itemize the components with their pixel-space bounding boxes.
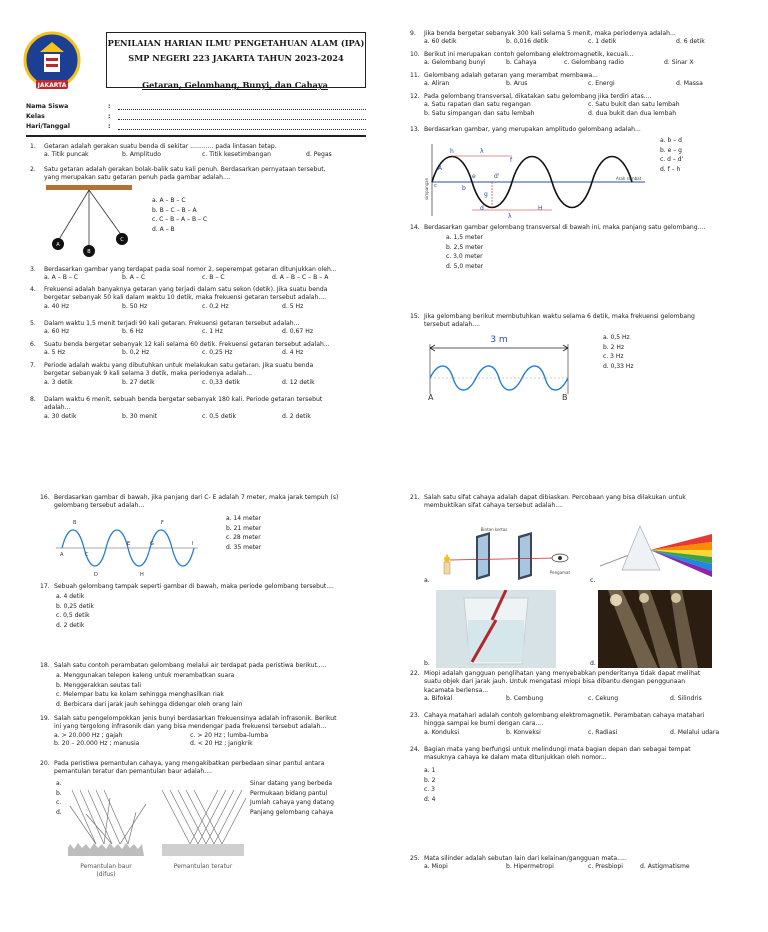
- q24-option-d[interactable]: d. 4: [424, 795, 436, 803]
- reflection-figure: [66, 786, 246, 886]
- q15-wave-figure: [424, 332, 574, 402]
- q4-option-c[interactable]: c. 0,2 Hz: [202, 302, 229, 310]
- q3-option-a[interactable]: a. A – B – C: [44, 274, 79, 282]
- q9-option-d[interactable]: d. 6 detik: [676, 38, 705, 46]
- svg-text:e: e: [472, 173, 476, 180]
- ball-b-label: B: [87, 249, 91, 255]
- q2-option-c[interactable]: c. C – B – A – B – C: [152, 216, 208, 224]
- ball-c-label: C: [120, 237, 124, 243]
- image-glass-plates: [434, 524, 574, 584]
- q3-option-c[interactable]: c. B – C: [202, 274, 225, 282]
- q13-wave-figure: [420, 140, 650, 220]
- q25-option-d[interactable]: d. Astigmatisme: [640, 863, 690, 871]
- q12-option-b[interactable]: b. Satu simpangan dan satu lembah: [424, 109, 535, 117]
- svg-text:f: f: [510, 157, 513, 164]
- q6-option-c[interactable]: c. 0,25 Hz: [202, 349, 233, 357]
- q16-option-b[interactable]: b. 21 meter: [226, 524, 262, 532]
- q21-option-d[interactable]: d.: [590, 660, 596, 667]
- q5-option-b[interactable]: b. 6 Hz: [122, 328, 144, 336]
- q11-option-d[interactable]: d. Massa: [676, 80, 703, 88]
- q15-option-c[interactable]: c. 3 Hz: [603, 353, 624, 361]
- q1-option-d[interactable]: d. Pegas: [306, 151, 332, 159]
- name-field[interactable]: [118, 103, 366, 110]
- q10-option-a[interactable]: a. Gelombang bunyi: [424, 59, 486, 67]
- q15-end-a: A: [428, 393, 434, 402]
- question-25: 25. Mata silinder adalah sebutan lain dari kelainan/gangguan mata..... a. Miopi b. Hipermetropi c. Presbiopi d. Astigmatisme: [410, 855, 690, 871]
- question-1: 1. Getaran adalah gerakan suatu benda di sekitar ............ pada lintasan tetap. a. Titik puncak b. Amplitudo c. Titik kesetimbangan d. Pegas: [30, 143, 332, 159]
- title-line-1: PENILAIAN HARIAN ILMU PENGETAHUAN ALAM (IPA): [107, 38, 365, 48]
- q1-option-b[interactable]: b. Amplitudo: [122, 151, 161, 159]
- q14-option-a[interactable]: a. 1,5 meter: [446, 234, 483, 241]
- q20-option-c-text[interactable]: Jumlah cahaya yang datang: [250, 799, 334, 807]
- q3-option-d[interactable]: d. A – B – C – B – A: [272, 274, 329, 282]
- q24-option-c[interactable]: c. 3: [424, 786, 435, 794]
- q19-option-c[interactable]: c. > 20 Hz ; lumba-lumba: [190, 731, 269, 739]
- q2-option-d[interactable]: d. A – B: [152, 225, 175, 233]
- question-19: 19. Salah satu pengelompokkan jenis bunyi berdasarkan frekuensinya adalah infrasonik. Berikut ini yang tergolong infrasonik dan yang bisa mendengar pada frekuensi tersebut adalah... a. > 20.000 Hz ; gajah c. > 20 Hz ; lumba-lumba b. 20 – 20.000 Hz ; manusia d. < 20 Hz ; jangkrik: [40, 715, 337, 748]
- svg-text:D: D: [94, 572, 98, 578]
- svg-text:B: B: [73, 520, 77, 526]
- q10-option-d[interactable]: d. Sinar X: [664, 59, 694, 67]
- q16-option-d[interactable]: d. 35 meter: [226, 543, 262, 551]
- q15-option-a[interactable]: a. 0,5 Hz: [603, 334, 630, 341]
- q16-option-c[interactable]: c. 28 meter: [226, 534, 261, 542]
- school-logo: [22, 30, 82, 96]
- logo-text: JAKARTA: [37, 82, 67, 89]
- svg-text:A: A: [60, 552, 64, 558]
- q20-letters: [56, 779, 62, 817]
- q8-option-c[interactable]: c. 0,5 detik: [202, 412, 237, 420]
- q2-option-a[interactable]: a. A – B – C: [152, 197, 186, 204]
- fig-caption: Bintan kertas: [480, 527, 508, 532]
- question-3: 3. Berdasarkan gambar yang terdapat pada soal nomor 2, seperempat getaran ditunjukkan oleh... a. A – B – C b. A – C c. B – C d. A – B – C – B – A: [30, 266, 337, 282]
- q12-option-c[interactable]: c. Satu bukit dan satu lembah: [588, 101, 680, 109]
- svg-text:λ: λ: [508, 213, 512, 220]
- q14-option-b[interactable]: b. 2,5 meter: [446, 243, 484, 251]
- q1-option-c[interactable]: c. Titik kesetimbangan: [202, 151, 271, 159]
- q24-option-a[interactable]: a. 1: [424, 767, 436, 774]
- q11-option-c[interactable]: c. Energi: [588, 80, 615, 88]
- q18-options: [56, 671, 242, 709]
- q23-option-b[interactable]: b. Konveksi: [506, 728, 541, 736]
- q20-option-d-text[interactable]: Panjang gelombang cahaya: [250, 808, 334, 816]
- q15-option-b[interactable]: b. 2 Hz: [603, 343, 625, 351]
- q7-option-c[interactable]: c. 0,33 detik: [202, 378, 240, 386]
- q15-end-b: B: [562, 393, 568, 402]
- image-glass-of-water: [436, 590, 556, 668]
- q20-option-d[interactable]: d.: [56, 808, 62, 816]
- title-line-2: SMP NEGERI 223 JAKARTA TAHUN 2023-2024: [128, 53, 344, 63]
- question-13: 13. Berdasarkan gambar, yang merupakan amplitudo gelombang adalah...: [410, 126, 641, 133]
- q17-option-d[interactable]: d. 2 detik: [56, 621, 85, 629]
- svg-text:F: F: [161, 520, 164, 526]
- q6-option-a[interactable]: a. 5 Hz: [44, 349, 66, 357]
- q21-option-a[interactable]: a.: [424, 577, 430, 584]
- q19-option-b[interactable]: b. 20 – 20.000 Hz ; manusia: [54, 740, 140, 748]
- q16-options: [226, 514, 261, 552]
- question-24: 24. Bagian mata yang berfungsi untuk melindungi mata bagian depan dan sebagai tempat masuknya cahaya ke dalam mata ditunjukkan oleh nomor...: [410, 746, 691, 762]
- q5-option-a[interactable]: a. 60 Hz: [44, 328, 70, 336]
- q4-option-a[interactable]: a. 40 Hz: [44, 302, 70, 310]
- q11-option-b[interactable]: b. Arus: [506, 80, 528, 88]
- q2-options: [152, 196, 207, 234]
- question-20: 20. Pada peristiwa pemantulan cahaya, yang mengakibatkan perbedaan sinar pantul antara pemantulan teratur dan pemantulan baur adalah....: [40, 760, 325, 776]
- q15-distance-label: 3 m: [490, 335, 508, 345]
- svg-text:C: C: [85, 552, 89, 558]
- q14-options: [446, 233, 483, 271]
- q9-option-b[interactable]: b. 0,016 detik: [506, 38, 549, 46]
- q16-wave-figure: [54, 518, 200, 580]
- q8-option-d[interactable]: d. 2 detik: [282, 412, 311, 420]
- svg-text:I: I: [192, 541, 194, 547]
- q13-options: [660, 136, 683, 174]
- q13-option-a[interactable]: a. b – d: [660, 137, 682, 144]
- q11-option-a[interactable]: a. Aliran: [424, 80, 450, 88]
- q13-arrow-label: Arah rambat: [616, 176, 642, 181]
- q5-option-d[interactable]: d. 0,67 Hz: [282, 328, 314, 336]
- question-9: 9. Jika benda bergetar sebanyak 300 kali selama 5 menit, maka periodenya adalah... a. 60 detik b. 0,016 detik c. 1 detik d. 6 detik: [410, 30, 705, 46]
- q23-option-a[interactable]: a. Konduksi: [424, 728, 460, 736]
- svg-text:E: E: [127, 541, 131, 547]
- q18-option-a[interactable]: a. Menggunakan telepon kaleng untuk merambatkan suara: [56, 672, 235, 679]
- q5-option-c[interactable]: c. 1 Hz: [202, 328, 223, 336]
- q22-option-d[interactable]: d. Silindris: [670, 695, 702, 703]
- q17-option-b[interactable]: b. 0,25 detik: [56, 602, 94, 610]
- field-name-label: Nama Siswa: [26, 103, 69, 110]
- svg-text:c: c: [434, 183, 437, 189]
- q23-option-d[interactable]: d. Melalui udara: [670, 728, 720, 736]
- question-23: 23. Cahaya matahari adalah contoh gelombang elektromagnetik. Perambatan cahaya matahari hingga sampai ke bumi dengan cara.... a. Konduksi b. Konveksi c. Radiasi d. Melalui udara: [410, 712, 720, 736]
- q20-option-a[interactable]: a.: [56, 780, 62, 787]
- q19-option-d[interactable]: d. < 20 Hz ; jangkrik: [190, 740, 253, 748]
- q25-option-c[interactable]: c. Presbiopi: [588, 863, 623, 871]
- q6-option-b[interactable]: b. 0,2 Hz: [122, 349, 150, 357]
- question-17: 17. Sebuah gelombang tampak seperti gambar di bawah, maka periode gelombang tersebut....: [40, 583, 334, 590]
- q8-option-a[interactable]: a. 30 detik: [44, 412, 77, 420]
- q18-option-b[interactable]: b. Menggerakkan seutas tali: [56, 681, 142, 689]
- caption-diffuse-2: (difus): [96, 871, 116, 878]
- q10-option-c[interactable]: c. Gelombang radio: [564, 59, 624, 67]
- q2-option-b[interactable]: b. B – C – B – A: [152, 206, 197, 214]
- page-subtitle: Getaran, Gelombang, Bunyi, dan Cahaya: [142, 80, 328, 90]
- date-field[interactable]: [118, 123, 366, 130]
- image-light-rays: [598, 590, 712, 668]
- caption-regular: Pemantulan teratur: [173, 863, 233, 870]
- q6-option-d[interactable]: d. 4 Hz: [282, 349, 304, 357]
- q22-option-c[interactable]: c. Cekung: [588, 695, 619, 703]
- svg-text:h: h: [450, 148, 454, 155]
- q22-option-a[interactable]: a. Bifokal: [424, 695, 453, 703]
- q20-options: [250, 779, 334, 817]
- q16-option-a[interactable]: a. 14 meter: [226, 515, 262, 522]
- q13-axis-label: simpangan: [424, 177, 429, 200]
- question-22: 22. Miopi adalah gangguan penglihatan yang menyebabkan penderitanya tidak dapat melihat suatu objek dari jarak jauh. Untuk mengatasi miopi bisa dibantu dengan penggunaan kacamata berlensa... a. Bifokal b. Cembung c. Cekung d. Silindris: [410, 670, 702, 703]
- q20-option-b-text[interactable]: Permukaan bidang pantul: [250, 789, 328, 797]
- q24-option-b[interactable]: b. 2: [424, 776, 436, 784]
- q8-option-b[interactable]: b. 30 menit: [122, 412, 158, 420]
- q17-option-c[interactable]: c. 0,5 detik: [56, 612, 90, 620]
- q7-option-a[interactable]: a. 3 detik: [44, 378, 73, 386]
- header-divider: [26, 135, 366, 137]
- eye-caption: Pengamat: [549, 570, 571, 575]
- q4-option-d[interactable]: d. 5 Hz: [282, 302, 304, 310]
- question-4: 4. Frekuensi adalah banyaknya getaran yang terjadi dalam satu sekon (detik). Jika suatu benda bergetar sebanyak 50 kali dalam waktu 10 detik, maka frekuensi getaran tersebut adalah.... a. 40 Hz b. 50 Hz c. 0,2 Hz d. 5 Hz: [30, 286, 328, 310]
- q13-option-c[interactable]: c. d – d': [660, 156, 684, 164]
- q25-option-b[interactable]: b. Hipermetropi: [506, 863, 554, 871]
- field-class-label: Kelas: [26, 113, 45, 120]
- question-11: 11. Gelombang adalah getaran yang merambat membawa... a. Aliran b. Arus c. Energi d. Massa: [410, 72, 703, 88]
- svg-text:A: A: [438, 165, 443, 172]
- q9-option-c[interactable]: c. 1 detik: [588, 38, 617, 46]
- svg-text:d': d': [494, 173, 500, 180]
- ball-a-label: A: [56, 242, 60, 248]
- svg-text:H: H: [538, 205, 543, 212]
- caption-diffuse: Pemantulan baur: [80, 863, 132, 870]
- q7-option-d[interactable]: d. 12 detik: [282, 378, 315, 386]
- q21-option-b[interactable]: b.: [424, 660, 430, 667]
- pendulum-figure: [44, 185, 144, 257]
- question-10: 10. Berikut ini merupakan contoh gelombang elektromagnetik, kecuali... a. Gelombang bunyi b. Cahaya c. Gelombang radio d. Sinar X: [410, 51, 694, 67]
- question-16: 16. Berdasarkan gambar di bawah, jika panjang dari C- E adalah 7 meter, maka jarak tempuh (s) gelombang tersebut adalah...: [40, 494, 339, 510]
- q13-option-d[interactable]: d. f – h: [660, 165, 681, 173]
- svg-text:g: g: [484, 191, 488, 198]
- question-5: 5. Dalam waktu 1,5 menit terjadi 90 kali getaran. Frekuensi getaran tersebut adalah... a. 60 Hz b. 6 Hz c. 1 Hz d. 0,67 Hz: [30, 320, 314, 336]
- class-field[interactable]: [118, 113, 366, 120]
- q14-option-d[interactable]: d. 5,0 meter: [446, 262, 484, 270]
- q1-option-a[interactable]: a. Titik puncak: [44, 151, 89, 159]
- question-18: 18. Salah satu contoh perambatan gelombang melalui air terdapat pada peristiwa berikut.....: [40, 662, 327, 669]
- question-12: 12. Pada gelombang transversal, dikatakan satu gelombang jika terdiri atas.... a. Satu rapatan dan satu regangan c. Satu bukit dan satu lembah b. Satu simpangan dan satu lembah d. dua bukit dan dua lembah: [410, 93, 680, 117]
- question-8: 8. Dalam waktu 6 menit, sebuah benda bergetar sebanyak 180 kali. Periode getaran tersebut adalah... a. 30 detik b. 30 menit c. 0,5 detik d. 2 detik: [30, 396, 323, 420]
- q9-option-a[interactable]: a. 60 detik: [424, 38, 457, 46]
- q18-option-d[interactable]: d. Berbicara dari jarak jauh sehingga didengar oleh orang lain: [56, 700, 243, 708]
- q15-option-d[interactable]: d. 0,33 Hz: [603, 362, 634, 370]
- q23-option-c[interactable]: c. Radiasi: [588, 728, 618, 736]
- q10-option-b[interactable]: b. Cahaya: [506, 59, 537, 67]
- question-14: 14. Berdasarkan gambar gelombang transversal di bawah ini, maka panjang satu gelombang....: [410, 224, 706, 231]
- question-21: 21. Salah satu sifat cahaya adalah dapat dibiaskan. Percobaan yang bisa dilakukan untuk membuktikan sifat cahaya tersebut adalah....: [410, 494, 686, 510]
- q17-options: [56, 592, 94, 630]
- question-7: 7. Periode adalah waktu yang dibutuhkan untuk melakukan satu getaran. Jika suatu benda bergetar sebanyak 9 kali selama 3 detik, maka periodenya adalah... a. 3 detik b. 27 detik c. 0,33 detik d. 12 detik: [30, 362, 315, 386]
- svg-text:H: H: [140, 572, 144, 578]
- svg-text:b: b: [462, 185, 466, 192]
- q24-options: [424, 766, 435, 804]
- q20-option-b[interactable]: b.: [56, 789, 62, 797]
- q7-option-b[interactable]: b. 27 detik: [122, 378, 155, 386]
- student-fields: Nama Siswa : Kelas : Hari/Tanggal :: [26, 100, 366, 130]
- q25-option-a[interactable]: a. Miopi: [424, 863, 448, 871]
- q15-options: [603, 333, 634, 371]
- image-prism-spectrum: [600, 520, 712, 578]
- q20-option-a-text[interactable]: Sinar datang yang berbeda: [250, 780, 333, 787]
- q14-option-c[interactable]: c. 3,0 meter: [446, 253, 483, 261]
- field-date-label: Hari/Tanggal: [26, 123, 70, 130]
- q18-option-c[interactable]: c. Melempar batu ke kolam sehingga menghasilkan riak: [56, 691, 224, 699]
- svg-text:λ: λ: [480, 148, 484, 155]
- q3-option-b[interactable]: b. A – C: [122, 274, 146, 282]
- question-15: 15. Jika gelombang berikut membutuhkan waktu selama 6 detik, maka frekuensi gelombang tersebut adalah....: [410, 313, 695, 329]
- q20-option-c[interactable]: c.: [56, 799, 62, 807]
- q12-option-a[interactable]: a. Satu rapatan dan satu regangan: [424, 101, 531, 109]
- question-6: 6. Suatu benda bergetar sebanyak 12 kali selama 60 detik. Frekuensi getaran tersebut adalah... a. 5 Hz b. 0,2 Hz c. 0,25 Hz d. 4 Hz: [30, 341, 330, 357]
- q4-option-b[interactable]: b. 50 Hz: [122, 302, 148, 310]
- q22-option-b[interactable]: b. Cembung: [506, 695, 544, 703]
- q17-option-a[interactable]: a. 4 detik: [56, 593, 85, 600]
- svg-text:G: G: [150, 541, 154, 547]
- q19-option-a[interactable]: a. > 20.000 Hz ; gajah: [54, 731, 123, 739]
- svg-text:d: d: [480, 205, 484, 212]
- q21-option-c[interactable]: c.: [590, 577, 596, 584]
- question-2: 2. Satu getaran adalah gerakan bolak-balik satu kali penuh. Berdasarkan pernyataan tersebut, yang merupakan satu getaran penuh pada gambar adalah....: [30, 166, 326, 182]
- q12-option-d[interactable]: d. dua bukit dan dua lembah: [588, 109, 677, 117]
- q13-option-b[interactable]: b. e – g: [660, 146, 682, 154]
